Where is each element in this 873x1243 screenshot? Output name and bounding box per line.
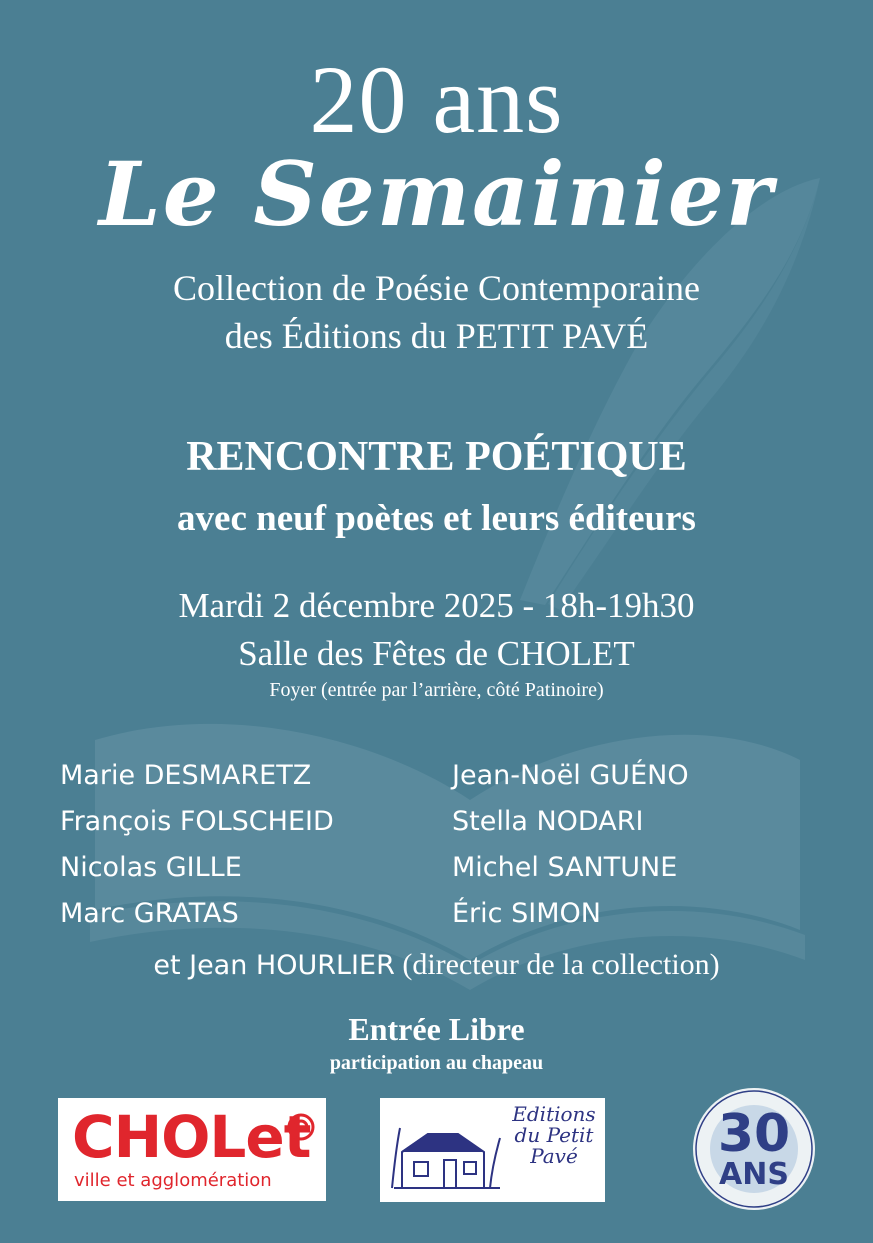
- house-drawing-icon: [388, 1108, 506, 1196]
- event-date: Mardi 2 décembre 2025 - 18h-19h30: [178, 586, 695, 625]
- venue-note: Foyer (entrée par l’arrière, côté Patinoire): [269, 679, 604, 701]
- director-line: [0, 950, 873, 980]
- director-name: et Jean HOURLIER: [153, 950, 395, 981]
- poet-name: Marie DESMARETZ: [60, 760, 312, 791]
- event-venue: Salle des Fêtes de CHOLET: [238, 634, 635, 673]
- cholet-logo-word: CHOLet: [72, 1103, 311, 1171]
- poet-name: Nicolas GILLE: [60, 852, 242, 883]
- editions-logo-text: [506, 1104, 602, 1167]
- event-subtitle: avec neuf poètes et leurs éditeurs: [177, 498, 696, 539]
- event-title: RENCONTRE POÉTIQUE: [186, 434, 687, 480]
- entry-note: participation au chapeau: [329, 1052, 544, 1074]
- editions-text-line: du Petit: [514, 1123, 594, 1147]
- entry-title: Entrée Libre: [348, 1011, 525, 1047]
- seal-word: ANS: [719, 1157, 789, 1192]
- anniversary-title: 20 ans: [309, 46, 564, 153]
- editions-text-line: Pavé: [530, 1144, 578, 1168]
- thirty-years-seal: [691, 1086, 817, 1212]
- poet-name: Michel SANTUNE: [452, 852, 678, 883]
- editions-petit-pave-logo: [380, 1098, 605, 1202]
- cholet-logo-subtitle: ville et agglomération: [74, 1170, 272, 1191]
- editions-text-line: Editions: [512, 1102, 596, 1126]
- poet-name: Jean-Noël GUÉNO: [452, 760, 689, 791]
- cholet-logo: [58, 1098, 326, 1201]
- poet-name: Stella NODARI: [452, 806, 644, 837]
- subtitle-line-2: des Éditions du PETIT PAVÉ: [224, 316, 649, 356]
- poet-name: Marc GRATAS: [60, 898, 239, 929]
- poet-name: François FOLSCHEID: [60, 806, 334, 837]
- subtitle-line-1: Collection de Poésie Contemporaine: [173, 268, 700, 308]
- seal-number: 30: [717, 1104, 791, 1164]
- director-role: (directeur de la collection): [402, 948, 720, 981]
- collection-name: Le Semainier: [98, 142, 775, 246]
- cholet-swirl-icon: [286, 1112, 316, 1142]
- poet-name: Éric SIMON: [452, 898, 601, 929]
